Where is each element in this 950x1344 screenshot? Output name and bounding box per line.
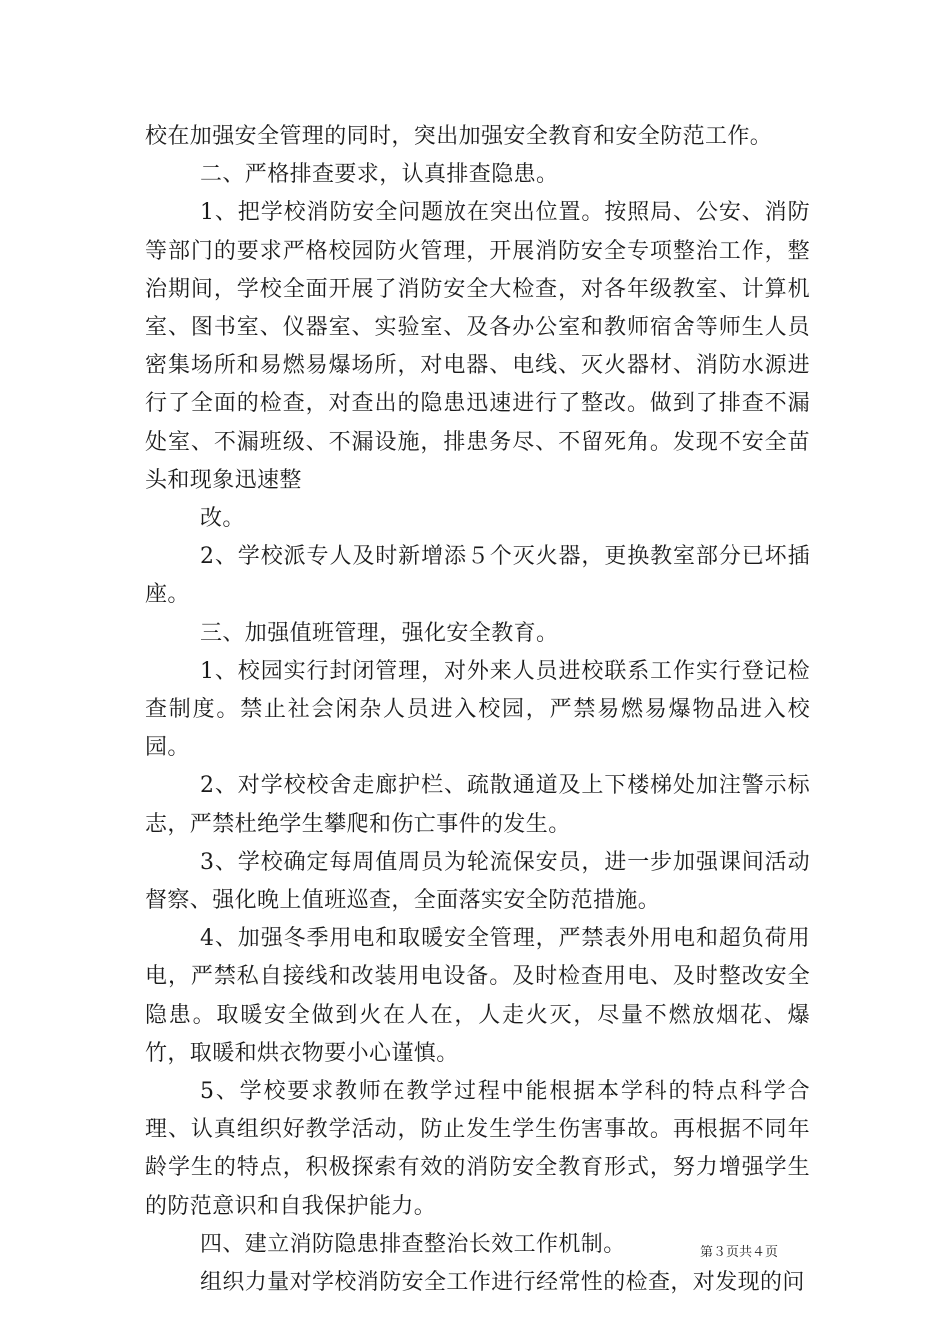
paragraph-13: 组织力量对学校消防安全工作进行经常性的检查，对发现的问 (200, 1270, 805, 1296)
paragraph-1: 校在加强安全管理的同时，突出加强安全教育和安全防范工作。 (145, 124, 773, 149)
paragraph-11: 5、学校要求教师在教学过程中能根据本学科的特点科学合理、认真组织好教学活动，防止发生学生伤害事故。再根据不同年龄学生的特点，积极探索有效的消防安全教育形式，努力增强学生的防范意识和自我保护能力。 (145, 1079, 810, 1219)
paragraph-5: 2、学校派专人及时新增添５个灭火器，更换教室部分已坏插座。 (145, 544, 810, 608)
paragraph-10: 4、加强冬季用电和取暖安全管理，严禁表外用电和超负荷用电，严禁私自接线和改装用电设备。及时检查用电、及时整改安全隐患。取暖安全做到火在人在，人走火灭，尽量不燃放烟花、爆竹，取暖和烘衣物要小心谨慎。 (145, 926, 810, 1066)
paragraph-2-heading: 二、严格排查要求，认真排查隐患。 (200, 162, 559, 188)
page-number-footer: 第３页共４页 (700, 1245, 779, 1260)
paragraph-4: 改。 (200, 506, 245, 532)
paragraph-9: 3、学校确定每周值周员为轮流保安员，进一步加强课间活动督察、强化晚上值班巡查，全面落实安全防范措施。 (145, 849, 810, 914)
paragraph-12-heading: 四、建立消防隐患排查整治长效工作机制。 (200, 1231, 626, 1257)
paragraph-6-heading: 三、加强值班管理，强化安全教育。 (200, 620, 559, 646)
document-body (145, 118, 810, 1302)
paragraph-8: 2、对学校校舍走廊护栏、疏散通道及上下楼梯处加注警示标志，严禁杜绝学生攀爬和伤亡事件的发生。 (145, 773, 810, 837)
paragraph-3: 1、把学校消防安全问题放在突出位置。按照局、公安、消防等部门的要求严格校园防火管理，开展消防安全专项整治工作，整治期间，学校全面开展了消防安全大检查，对各年级教室、计算机室、图书室、仪器室、实验室、及各办公室和教师宿舍等师生人员密集场所和易燃易爆场所，对电器、电线、灭火器材、消防水源进行了全面的检查，对查出的隐患迅速进行了整改。做到了排查不漏处室、不漏班级、不漏设施，排患务尽、不留死角。发现不安全苗头和现象迅速整 (145, 200, 810, 493)
paragraph-7: 1、校园实行封闭管理，对外来人员进校联系工作实行登记检查制度。禁止社会闲杂人员进入校园，严禁易燃易爆物品进入校园。 (145, 658, 810, 761)
